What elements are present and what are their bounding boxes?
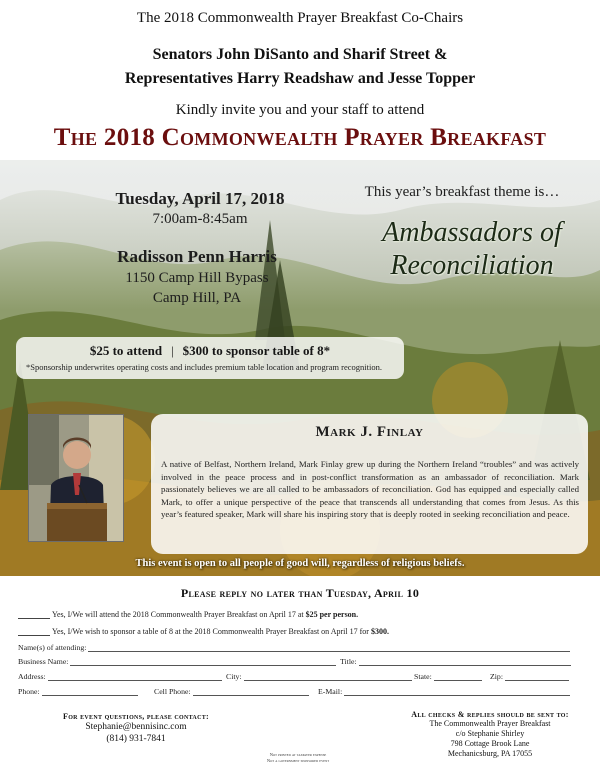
sponsor-price: $300 to sponsor table of 8* xyxy=(182,343,331,358)
email-line[interactable] xyxy=(344,687,570,696)
address-line[interactable] xyxy=(48,672,222,681)
names-line[interactable] xyxy=(88,643,570,652)
attend-option-text: Yes, I/We will attend the 2018 Commonwealth Prayer Breakfast on April 17 at xyxy=(52,610,306,619)
speaker-photo-illustration xyxy=(29,415,124,542)
event-date-block xyxy=(100,188,300,229)
cell-field[interactable] xyxy=(154,687,309,696)
mail-to-line-3: 798 Cottage Brook Lane xyxy=(450,739,530,748)
title-field[interactable] xyxy=(340,657,571,666)
phone-line[interactable] xyxy=(42,687,138,696)
venue-address: 1150 Camp Hill Bypass xyxy=(125,270,269,286)
attend-price: $25 to attend xyxy=(89,343,163,358)
disclaimer-line-1: Not printed at taxpayer expense xyxy=(269,752,327,757)
city-line[interactable] xyxy=(244,672,412,681)
event-title: The 2018 Commonwealth Prayer Breakfast xyxy=(53,124,547,151)
attend-option-price: $25 per person. xyxy=(305,610,359,619)
speaker-bio: A native of Belfast, Northern Ireland, Mark Finlay grew up during the Northern Ireland “troubles” and was actively involved in the peace process and in post-conflict transformation as an ambassador of reconciliation. Mark passionately believes we are all called to be ambassadors of reconciliation. God has equipped and especially called Mark, to offer a unique perspective of the peace that transcends all understanding that comes from Jesus. As this year’s featured speaker, Mark will share his inspiring story that is deeply rooted in seeking reconciliation and peace. xyxy=(161,459,579,519)
cell-label: Cell Phone: xyxy=(154,687,191,696)
state-line[interactable] xyxy=(434,672,482,681)
city-field[interactable] xyxy=(226,672,412,681)
event-time: 7:00am-8:45am xyxy=(152,211,248,227)
email-label: E-Mail: xyxy=(318,687,343,696)
mail-to-heading: All checks & replies should be sent to: xyxy=(411,710,569,719)
price-separator: | xyxy=(171,343,174,358)
business-line[interactable] xyxy=(70,657,336,666)
mail-to-line-1: The Commonwealth Prayer Breakfast xyxy=(429,719,551,728)
phone-field[interactable] xyxy=(18,687,138,696)
contact-block xyxy=(30,712,242,745)
sponsor-option-price: $300. xyxy=(370,627,389,636)
disclaimer xyxy=(218,752,378,764)
title-label: Title: xyxy=(340,657,357,666)
pricing-box xyxy=(16,337,404,379)
disclaimer-line-2: Not a government sponsored event xyxy=(266,758,330,763)
state-label: State: xyxy=(414,672,432,681)
venue-city: Camp Hill, PA xyxy=(152,290,242,306)
invite-line: Kindly invite you and your staff to attend xyxy=(175,102,425,118)
hosts-block xyxy=(0,43,600,91)
contact-phone: (814) 931-7841 xyxy=(106,734,166,744)
theme-intro: This year’s breakfast theme is… xyxy=(364,184,560,200)
cochairs-heading: The 2018 Commonwealth Prayer Breakfast Co-Chairs xyxy=(136,10,464,26)
rsvp-attend-option xyxy=(18,610,358,619)
cell-line[interactable] xyxy=(193,687,309,696)
rsvp-sponsor-option xyxy=(18,627,389,636)
business-label: Business Name: xyxy=(18,657,69,666)
phone-label: Phone: xyxy=(18,687,40,696)
zip-field[interactable] xyxy=(490,672,569,681)
sponsorship-note: *Sponsorship underwrites operating costs and includes premium table location and program recognition. xyxy=(26,362,382,372)
sponsor-option-text: Yes, I/We wish to sponsor a table of 8 at the 2018 Commonwealth Prayer Breakfast on April 17 for xyxy=(52,627,371,636)
venue-block xyxy=(92,245,302,308)
speaker-name: Mark J. Finlay xyxy=(315,424,424,440)
contact-heading: For event questions, please contact: xyxy=(63,712,209,721)
address-field[interactable] xyxy=(18,672,222,681)
title-line[interactable] xyxy=(359,657,571,666)
contact-email[interactable]: Stephanie@bennisinc.com xyxy=(85,722,187,732)
names-field[interactable] xyxy=(18,643,570,652)
sponsor-checkline[interactable] xyxy=(18,627,50,636)
email-field[interactable] xyxy=(318,687,570,696)
senators-line: Senators John DiSanto and Sharif Street & xyxy=(152,46,448,63)
city-label: City: xyxy=(226,672,242,681)
business-field[interactable] xyxy=(18,657,336,666)
zip-label: Zip: xyxy=(490,672,503,681)
attend-checkline[interactable] xyxy=(18,610,50,619)
representatives-line: Representatives Harry Readshaw and Jesse Topper xyxy=(124,70,476,87)
mail-to-line-2: c/o Stephanie Shirley xyxy=(455,729,525,738)
mail-to-block xyxy=(378,710,600,759)
theme-line-2: Reconciliation xyxy=(390,250,554,281)
event-date: Tuesday, April 17, 2018 xyxy=(115,189,285,208)
open-event-note: This event is open to all people of good will, regardless of religious beliefs. xyxy=(135,558,465,569)
speaker-bio-box xyxy=(151,414,588,554)
names-label: Name(s) of attending: xyxy=(18,643,87,652)
speaker-photo xyxy=(28,414,124,542)
mail-to-line-4: Mechanicsburg, PA 17055 xyxy=(447,749,533,758)
zip-line[interactable] xyxy=(505,672,569,681)
theme-line-1: Ambassadors of xyxy=(382,217,562,248)
pricing-line xyxy=(16,343,404,359)
venue-name: Radisson Penn Harris xyxy=(117,247,277,266)
invitation-header xyxy=(0,0,600,160)
address-label: Address: xyxy=(18,672,46,681)
reply-deadline: Please reply no later than Tuesday, April 10 xyxy=(180,586,420,600)
state-field[interactable] xyxy=(414,672,482,681)
theme-title xyxy=(342,216,600,282)
